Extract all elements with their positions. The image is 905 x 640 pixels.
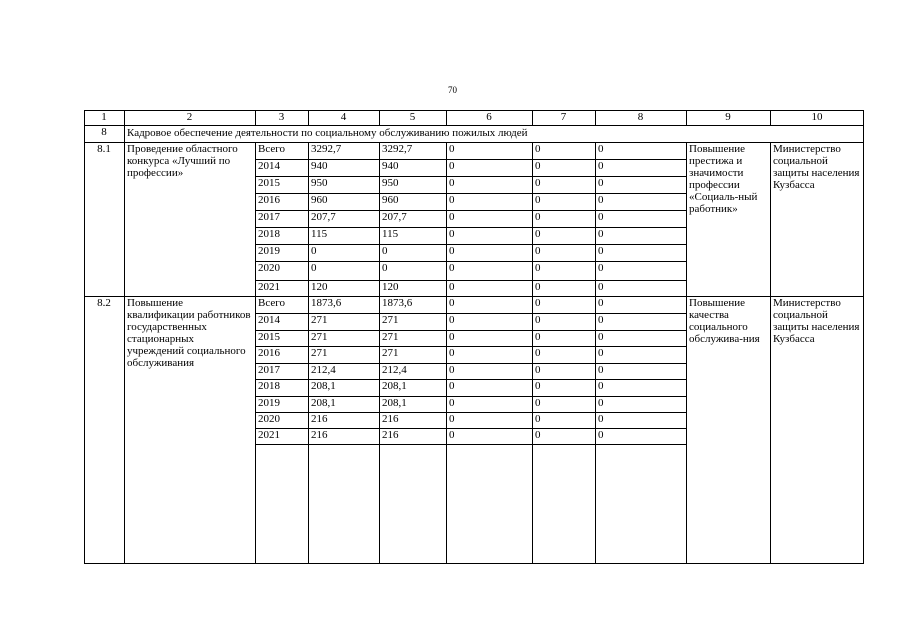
year-cell: Всего [258,297,285,309]
value-col-6: 0 [449,194,455,206]
value-col-8: 0 [598,364,604,376]
value-col-8: 0 [598,347,604,359]
table-rule [446,110,447,125]
value-col-4: 960 [311,194,328,206]
table-rule [770,110,771,125]
value-col-6: 0 [449,297,455,309]
value-col-4: 207,7 [311,211,336,223]
value-col-4: 0 [311,245,317,257]
value-col-7: 0 [535,297,541,309]
year-cell: 2018 [258,228,280,240]
column-header-4: 4 [340,111,347,123]
value-col-4: 940 [311,160,328,172]
table-rule [255,444,686,445]
value-col-7: 0 [535,331,541,343]
year-cell: 2015 [258,177,280,189]
value-col-5: 115 [382,228,399,240]
value-col-4: 120 [311,281,328,293]
value-col-6: 0 [449,228,455,240]
value-col-5: 216 [382,429,399,441]
value-col-8: 0 [598,245,604,257]
year-cell: 2014 [258,160,280,172]
column-header-5: 5 [409,111,416,123]
value-col-6: 0 [449,245,455,257]
value-col-7: 0 [535,245,541,257]
value-col-8: 0 [598,429,604,441]
value-col-6: 0 [449,160,455,172]
section-number: 8 [101,126,107,138]
value-col-5: 212,4 [382,364,407,376]
value-col-8: 0 [598,397,604,409]
value-col-5: 216 [382,413,399,425]
value-col-4: 216 [311,429,328,441]
value-col-7: 0 [535,429,541,441]
value-col-8: 0 [598,160,604,172]
year-cell: 2014 [258,314,280,326]
column-header-9: 9 [725,111,731,123]
value-col-5: 950 [382,177,399,189]
value-col-5: 271 [382,314,399,326]
value-col-6: 0 [449,314,455,326]
value-col-4: 212,4 [311,364,336,376]
value-col-5: 271 [382,347,399,359]
value-col-5: 208,1 [382,397,407,409]
value-col-4: 208,1 [311,380,336,392]
column-header-7: 7 [560,111,567,123]
year-cell: 2020 [258,413,280,425]
value-col-7: 0 [535,413,541,425]
value-col-8: 0 [598,228,604,240]
year-cell: 2016 [258,194,280,206]
value-col-8: 0 [598,297,604,309]
value-col-6: 0 [449,397,455,409]
value-col-5: 940 [382,160,399,172]
row-number: 8.1 [97,143,111,155]
value-col-5: 3292,7 [382,143,413,155]
value-col-6: 0 [449,380,455,392]
value-col-5: 960 [382,194,399,206]
table-rule [532,110,533,125]
value-col-5: 1873,6 [382,297,413,309]
value-col-4: 271 [311,331,328,343]
value-col-8: 0 [598,281,604,293]
year-cell: 2019 [258,245,280,257]
value-col-6: 0 [449,347,455,359]
year-cell: 2017 [258,364,280,376]
table-rule [686,110,687,125]
value-col-4: 1873,6 [311,297,342,309]
year-cell: 2016 [258,347,280,359]
value-col-7: 0 [535,347,541,359]
value-col-5: 0 [382,245,388,257]
value-col-7: 0 [535,281,541,293]
expected-result: Повышение престижа и значимости профессии «Социаль-ный работник» [689,143,758,215]
value-col-8: 0 [598,380,604,392]
value-col-6: 0 [449,143,455,155]
value-col-5: 271 [382,331,399,343]
expected-result: Повышение качества социального обслужива-ния [689,297,760,345]
value-col-8: 0 [598,262,604,274]
value-col-4: 3292,7 [311,143,342,155]
value-col-7: 0 [535,211,541,223]
year-cell: 2021 [258,429,280,441]
column-header-1: 1 [101,111,107,123]
value-col-6: 0 [449,364,455,376]
year-cell: 2017 [258,211,280,223]
value-col-6: 0 [449,281,455,293]
year-cell: Всего [258,143,285,155]
year-cell: 2019 [258,397,280,409]
value-col-8: 0 [598,413,604,425]
value-col-4: 115 [311,228,328,240]
value-col-4: 271 [311,314,328,326]
value-col-7: 0 [535,262,541,274]
executor: Министерство социальной защиты населения Кузбасса [773,297,860,345]
value-col-5: 120 [382,281,399,293]
year-cell: 2021 [258,281,280,293]
value-col-7: 0 [535,314,541,326]
value-col-8: 0 [598,177,604,189]
table-rule [124,110,125,125]
column-header-10: 10 [811,111,823,123]
value-col-8: 0 [598,331,604,343]
value-col-8: 0 [598,211,604,223]
table-rule [595,110,596,125]
year-cell: 2015 [258,331,280,343]
value-col-7: 0 [535,397,541,409]
value-col-6: 0 [449,177,455,189]
value-col-4: 216 [311,413,328,425]
table-rule [308,110,309,125]
value-col-8: 0 [598,194,604,206]
value-col-6: 0 [449,262,455,274]
column-header-2: 2 [186,111,193,123]
table-rule [255,110,256,125]
value-col-7: 0 [535,364,541,376]
measure-name: Повышение квалификации работников государственных стационарных учреждений социального обслуживания [127,297,251,369]
page-number: 70 [448,85,457,95]
year-cell: 2020 [258,262,280,274]
table-rule [379,110,380,125]
program-table [84,110,864,564]
value-col-7: 0 [535,228,541,240]
table-rule [124,125,125,143]
value-col-8: 0 [598,314,604,326]
value-col-6: 0 [449,331,455,343]
measure-name: Проведение областного конкурса «Лучший по профессии» [127,143,238,179]
value-col-6: 0 [449,211,455,223]
value-col-5: 208,1 [382,380,407,392]
value-col-7: 0 [535,194,541,206]
value-col-4: 271 [311,347,328,359]
value-col-7: 0 [535,160,541,172]
column-header-3: 3 [278,111,285,123]
table-rule [84,110,85,564]
value-col-4: 208,1 [311,397,336,409]
value-col-6: 0 [449,429,455,441]
section-title: Кадровое обеспечение деятельности по социальному обслуживанию пожилых людей [127,127,528,139]
value-col-4: 950 [311,177,328,189]
value-col-5: 0 [382,262,388,274]
year-cell: 2018 [258,380,280,392]
value-col-5: 207,7 [382,211,407,223]
value-col-7: 0 [535,380,541,392]
value-col-7: 0 [535,143,541,155]
value-col-8: 0 [598,143,604,155]
executor: Министерство социальной защиты населения Кузбасса [773,143,860,191]
row-number: 8.2 [97,297,111,309]
value-col-6: 0 [449,413,455,425]
column-header-6: 6 [486,111,492,123]
value-col-7: 0 [535,177,541,189]
column-header-8: 8 [637,111,644,123]
value-col-4: 0 [311,262,317,274]
